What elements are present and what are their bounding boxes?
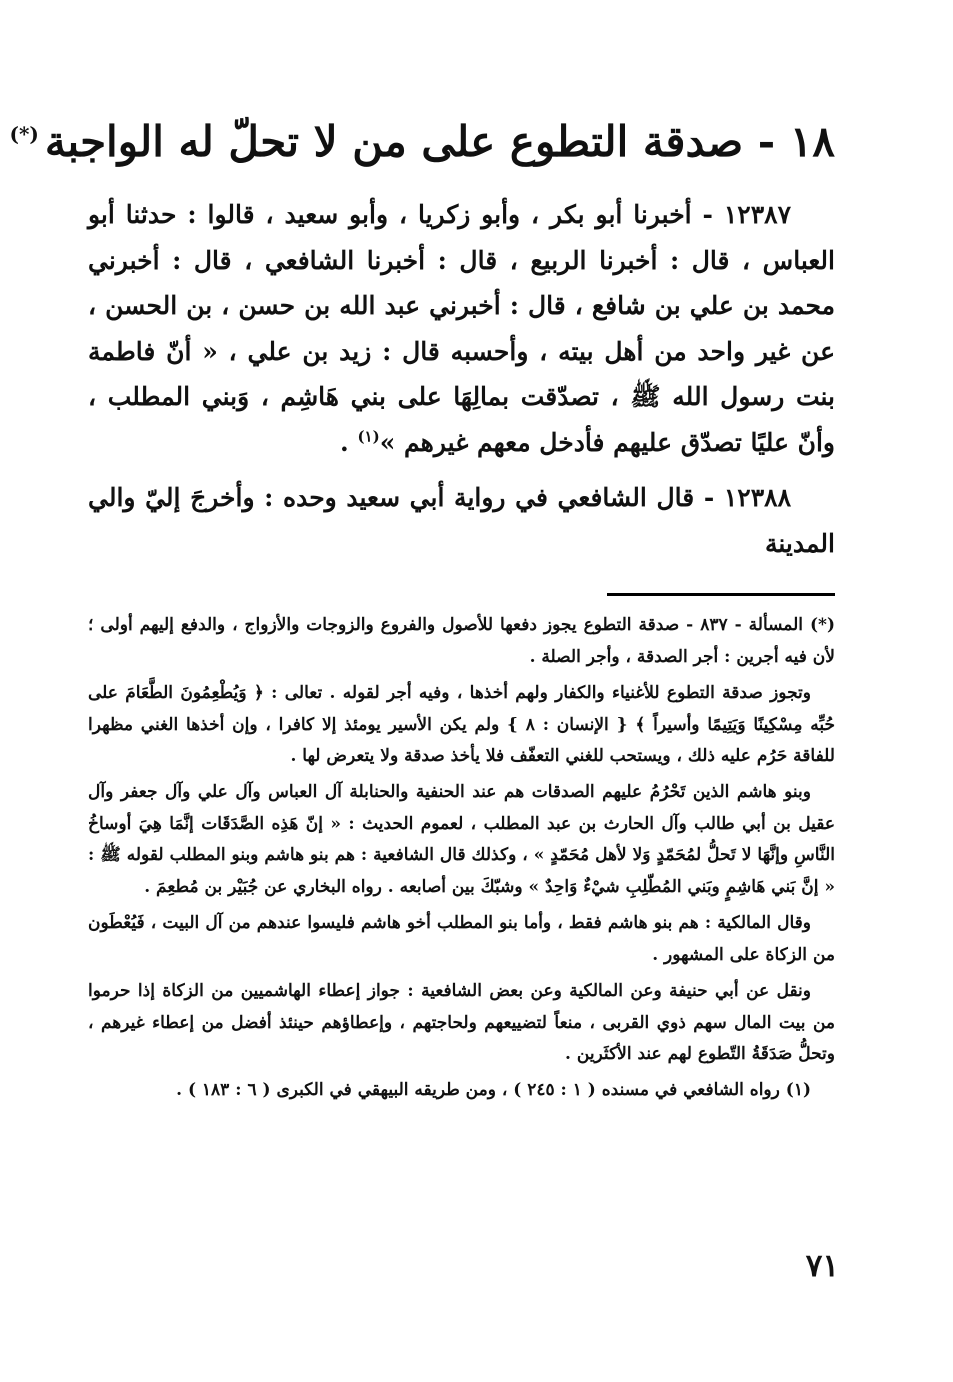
note-question-837: (*) المسألة - ٨٣٧ - صدقة التطوع يجوز دفعها للأصول والفروع والزوجات والأزواج ، والدفع إليهم أولى ؛ لأن فيه أجرين : أجر الصدقة ، وأجر الصلة . [88, 615, 835, 667]
chapter-title-text: ١٨ - صدقة التطوع على من لا تحلّ له الواجبة [44, 117, 835, 166]
hadith-paragraph-12388: ١٢٣٨٨ - قال الشافعي في رواية أبي سعيد وحده : وأخرجَ إليّ والي المدينة [88, 483, 835, 558]
note-exception: ونقل عن أبي حنيفة وعن المالكية وعن بعض الشافعية : جواز إعطاء الهاشميين من الزكاة إذا حرموا من بيت المال سهم ذوي القربى ، منعاً لتضييعهم ولحاجتهم ، وإعطاؤهم حينئذ أفضل من إعطاء غيرهم ، وتحلُّ صَدَقَةُ التّطوع لهم عند الأكثَرين . [88, 981, 835, 1064]
page-number: ٧١ [805, 1248, 839, 1284]
chapter-title [9, 117, 835, 166]
footnote-1: (١) رواه الشافعي في مسنده ( ١ : ٢٤٥ ) ، ومن طريقه البيهقي في الكبرى ( ٦ : ١٨٣ ) . [176, 1080, 811, 1101]
footnotes [88, 610, 835, 1107]
title-footnote-mark: (*) [9, 122, 39, 146]
hadith-paragraph-12387 [88, 192, 835, 465]
note-maliki-view: وقال المالكية : هم بنو هاشم فقط ، وأما بنو المطلب أخو هاشم فليسوا عندهم من آل البيت ، فَيُعْطَون من الزكاة على المشهور . [88, 913, 835, 965]
hadith-text-12387: ١٢٣٨٧ - أخبرنا أبو بكر ، وأبو زكريا ، وأبو سعيد ، قالوا : حدثنا أبو العباس ، قال : أخبرنا الربيع ، قال : أخبرنا الشافعي ، قال : أخبرني محمد بن علي بن شافع ، قال : أخبرني عبد الله بن حسن ، بن الحسن ، عن غير واحد من أهل بيته ، وأحسبه قال : زيد بن علي ، « أنّ فاطمة بنت رسول الله ﷺ ، تصدّقت بمالِهَا على بني هَاشِم ، وَبني المطلب ، وأنّ عليًا تصدّق عليهم فأدخل معهم غيرهم » [88, 200, 835, 457]
note-voluntary-charity: وتجوز صدقة التطوع للأغنياء والكفار ولهم أخذها ، وفيه أجر لقوله . تعالى : ﴿ وَيُطْعِمُونَ الطَّعَامَ على حُبِّه مِسْكِينًا وَيَتِيمًا وأسيراً ﴾ { الإنسان : ٨ } ولم يكن الأسير يومئذ إلا كافرا ، وإن أخذها الغني مظهرا للفاقة حَرُم عليه ذلك ، ويستحب للغني التعفّف فلا يأخذ صدقة ولا يتعرض لها . [88, 683, 835, 767]
footnote-separator [607, 593, 835, 596]
main-text [88, 192, 835, 566]
hadith-text-12387-ending: . [340, 427, 358, 457]
footnote-reference-1: (١) [357, 427, 380, 446]
note-banu-hashim: وبنو هاشم الذين تَحْرُمُ عليهم الصدقات هم عند الحنفية والحنابلة آل العباس وآل علي وآل جعفر وآل عقيل بن أبي طالب وآل الحارث بن عبد المطلب ، لعموم الحديث : « إنّ هَذِه الصَّدَقَات إنَّمَا هِيَ أوساخُ النَّاسِ وإنَّهَا لا تَحلُّ لمُحَمّدٍ وَلا لأهل مُحَمّدٍ » ، وكذلك قال الشافعية : هم بنو هاشم وبنو المطلب لقوله ﷺ : « إنَّ بَني هَاشِمٍ وبَني المُطّلِبِ شيْءٌ وَاحِدٌ » وشبّكَ بين أصابعه . رواه البخاري عن جُبَيْر بن مُطعِمَ . [88, 782, 835, 897]
